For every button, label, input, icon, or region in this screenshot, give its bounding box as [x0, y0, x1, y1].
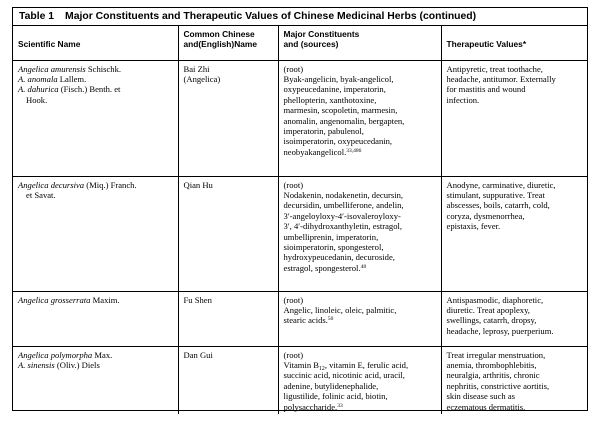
table-row — [13, 346, 587, 414]
table-frame — [12, 7, 588, 411]
common-name-cell: Dan Gui — [178, 346, 278, 414]
scientific-name-cell: Angelica grosserrata Maxim. — [13, 291, 178, 346]
common-name-cell: Qian Hu — [178, 176, 278, 291]
header-therapeutic: Therapeutic Values* — [441, 26, 587, 60]
table-row — [13, 291, 587, 346]
scientific-name-cell: Angelica decursiva (Miq.) Franch. et Savat. — [13, 176, 178, 291]
table-row — [13, 176, 587, 291]
reference-superscript: 48 — [360, 263, 367, 270]
scientific-name-cell: Angelica amurensis Schischk. A. anomala Lallem. A. dahurica (Fisch.) Benth. et Hook. — [13, 60, 178, 176]
constituents-cell: (root) Vitamin $B_{12}$, vitamin E, ferulic acid, succinic acid, nicotinic acid, uracil, adenine, butylidenephalide, ligustilide, folinic acid, biotin, polysaccharide.$^{33}$ — [278, 346, 441, 414]
scientific-name-cell: Angelica polymorpha Max. A. sinensis (Oliv.) Diels — [18, 349, 113, 370]
table-number: Table 1 — [19, 11, 55, 22]
header-row — [13, 26, 587, 60]
common-name-cell: Bai Zhi (Angelica) — [178, 60, 278, 176]
constituents-cell: (root) Byak-angelicin, byak-angelicol, oxypeucedanine, imperatorin, phellopterin, xanthotoxine, marmesin, scopoletin, marmesin, anomalin, angenomalin, bergapten, imperatorin, pabulenol, isoimperatorin, oxypeucedanin, neobyakangelicol.$^{33,486}$ — [278, 60, 441, 176]
therapeutic-cell: Anodyne, carminative, diuretic, stimulant, suppurative. Treat abscesses, boils, catarrh, cold, coryza, dysmenorrhea, epistaxis, fever. — [441, 176, 587, 291]
constituents-cell: (root) Angelic, linoleic, oleic, palmitic, stearic acids.$^{50}$ — [278, 291, 441, 346]
reference-superscript: 33 — [337, 402, 343, 409]
header-constituents: Major Constituents and (sources) — [278, 26, 441, 60]
table-caption — [13, 8, 587, 26]
therapeutic-cell: Treat irregular menstruation, anemia, thrombophlebitis, neuralgia, arthritis, chronic nephritis, constrictive aortitis, skin disease such as eczematous dermatitis. — [441, 346, 587, 414]
common-name-cell: Fu Shen — [178, 291, 278, 346]
reference-superscript: 50 — [327, 316, 334, 323]
table-row — [13, 60, 587, 176]
header-common-name: Common Chinese and(English)Name — [178, 26, 278, 60]
reference-superscript: 33,486 — [346, 147, 362, 154]
therapeutic-cell: Antispasmodic, diaphoretic, diuretic. Treat apoplexy, swellings, catarrh, dropsy, headache, leprosy, puerperium. — [441, 291, 587, 346]
header-scientific: Scientific Name — [13, 26, 178, 60]
constituents-cell: (root) Nodakenin, nodakenetin, decursin, decursidin, umbelliferone, andelin, 3′-angeloyloxy-4′-isovaleroyloxy- 3′, 4′-dihydroxanthyletin, estragol, umbelliprenin, imperatorin, sioimperatorin, spongesterol, hydroxypeucedanin, decuroside, estragol, spongesterol.$^{48}$ — [278, 176, 441, 291]
therapeutic-cell: Antipyretic, treat toothache, headache, antitumor. Externally for mastitis and wound infection. — [441, 60, 587, 176]
table-title: Major Constituents and Therapeutic Values of Chinese Medicinal Herbs (continued) — [65, 11, 477, 22]
herbs-table — [13, 26, 587, 414]
